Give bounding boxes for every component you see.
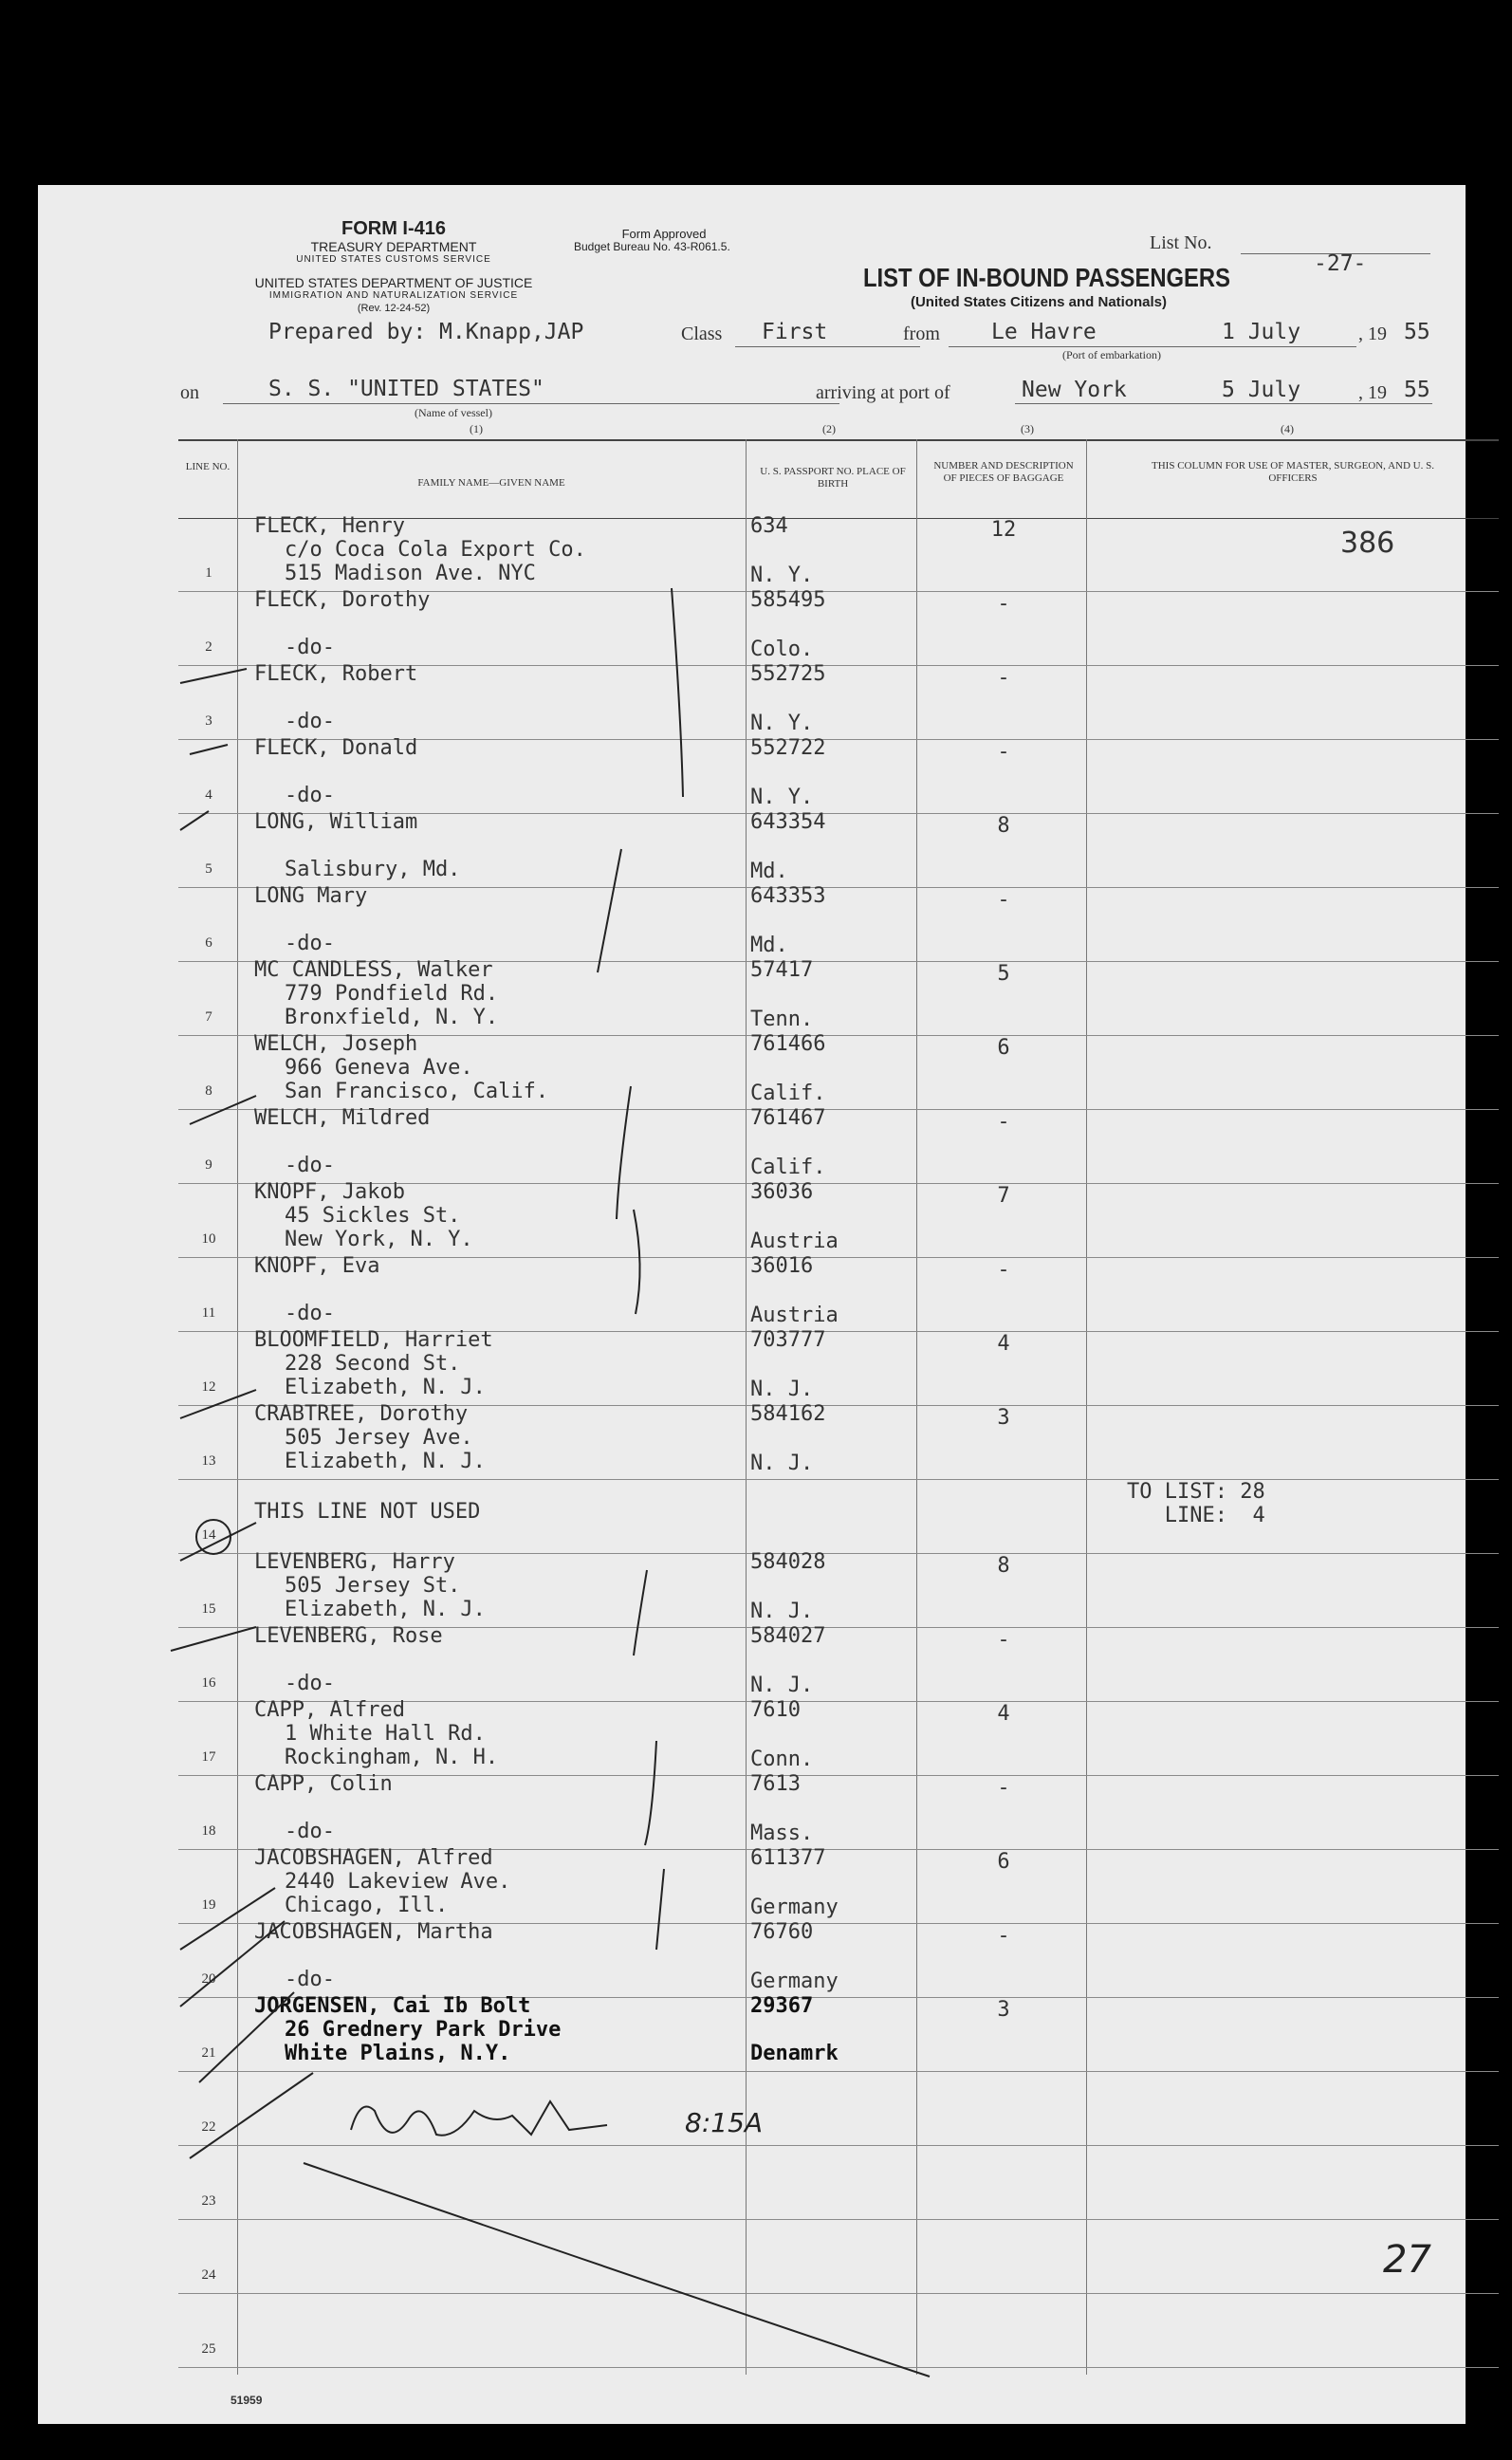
passenger-name: LEVENBERG, Rose [254, 1624, 443, 1648]
baggage-count: 4 [997, 1332, 1010, 1356]
passenger-address: -do- [285, 1302, 335, 1325]
place-of-birth: Calif. [750, 1082, 826, 1105]
line-number: 10 [201, 1231, 216, 1247]
line-number: 25 [201, 2341, 216, 2357]
passenger-address: -do- [285, 1968, 335, 1991]
line-number: 11 [201, 1305, 216, 1321]
col-header-line: LINE NO. [185, 461, 230, 472]
passport-number: 36016 [750, 1254, 814, 1278]
place-of-birth: N. Y. [750, 712, 814, 735]
passport-number: 57417 [750, 958, 814, 982]
from-label: from [903, 324, 940, 344]
place-of-birth: Calif. [750, 1156, 826, 1179]
line-number: 17 [201, 1749, 216, 1765]
passenger-name: MC CANDLESS, Walker [254, 958, 493, 982]
year-prefix: , 19 [1358, 324, 1387, 344]
passenger-address: Chicago, Ill. [285, 1894, 449, 1917]
passenger-address: Elizabeth, N. J. [285, 1598, 486, 1621]
passenger-address: -do- [285, 784, 335, 807]
col-num-2: (2) [822, 422, 836, 435]
place-of-birth: Md. [750, 860, 788, 883]
place-of-birth: Tenn. [750, 1008, 814, 1031]
line-number: 18 [201, 1823, 216, 1839]
line-number: 3 [205, 713, 212, 729]
passenger-name: LONG Mary [254, 884, 368, 908]
passport-number: 552722 [750, 736, 826, 760]
place-of-birth: Germany [750, 1970, 839, 1993]
passenger-name: KNOPF, Eva [254, 1254, 380, 1278]
revision: (Rev. 12-24-52) [357, 303, 431, 314]
baggage-count: - [997, 592, 1010, 616]
passenger-address: 966 Geneva Ave. [285, 1056, 473, 1080]
passenger-address: 505 Jersey Ave. [285, 1426, 473, 1450]
baggage-count: 7 [997, 1184, 1010, 1208]
col-header-name: FAMILY NAME—GIVEN NAME [417, 477, 565, 489]
line-number: 21 [201, 2045, 216, 2061]
passenger-address: Rockingham, N. H. [285, 1746, 499, 1769]
passenger-address: 1 White Hall Rd. [285, 1722, 486, 1746]
on-label: on [180, 382, 199, 403]
baggage-count: - [997, 1776, 1010, 1800]
baggage-count: 3 [997, 1998, 1010, 2022]
passenger-address: -do- [285, 932, 335, 955]
place-of-birth: Colo. [750, 638, 814, 661]
col-num-3: (3) [1021, 422, 1034, 435]
baggage-count: - [997, 1628, 1010, 1652]
passenger-address: -do- [285, 1154, 335, 1177]
list-label: List No. [1150, 232, 1212, 253]
place-of-birth: Austria [750, 1304, 839, 1327]
passenger-name: WELCH, Joseph [254, 1032, 418, 1056]
passport-number: 703777 [750, 1328, 826, 1352]
passenger-address: 45 Sickles St. [285, 1204, 461, 1228]
baggage-count: - [997, 1924, 1010, 1948]
passenger-address: THIS LINE NOT USED [254, 1500, 481, 1524]
place-of-birth: Md. [750, 934, 788, 957]
place-of-birth: Denamrk [750, 2042, 839, 2065]
passport-number: 643353 [750, 884, 826, 908]
line-number: 6 [205, 935, 212, 951]
line-number: 19 [201, 1897, 216, 1913]
arriving-label: arriving at port of [816, 382, 950, 403]
baggage-count: - [997, 888, 1010, 912]
passenger-name: LONG, William [254, 810, 418, 834]
baggage-count: 6 [997, 1850, 1010, 1874]
baggage-count: - [997, 1110, 1010, 1134]
passenger-address: 515 Madison Ave. NYC [285, 562, 536, 585]
place-of-birth: N. Y. [750, 786, 814, 809]
place-of-birth: Mass. [750, 1822, 814, 1845]
passenger-address: Elizabeth, N. J. [285, 1450, 486, 1473]
line-number: 1 [205, 565, 212, 581]
passport-number: 584028 [750, 1550, 826, 1574]
page-number-handwritten: 27 [1383, 2238, 1431, 2282]
passenger-name: FLECK, Henry [254, 514, 405, 538]
passport-number: 634 [750, 514, 788, 538]
embarkation-date: 1 July [1222, 320, 1301, 344]
passenger-address: 2440 Lakeview Ave. [285, 1870, 511, 1894]
col-header-passport: U. S. PASSPORT NO. PLACE OF BIRTH [760, 466, 906, 490]
col-header-baggage: NUMBER AND DESCRIPTION OF PIECES OF BAGGAGE [933, 460, 1074, 484]
place-of-birth: N. J. [750, 1452, 814, 1475]
line-number: 2 [205, 639, 212, 655]
officer-note: 386 [1340, 527, 1395, 560]
baggage-count: 6 [997, 1036, 1010, 1060]
line-number: 24 [201, 2267, 216, 2283]
form-approved: Form Approved [621, 227, 707, 241]
passport-number: 7610 [750, 1698, 801, 1722]
place-of-birth: Austria [750, 1230, 839, 1253]
handwriting-marks [38, 185, 1466, 2424]
form-number: FORM I-416 [341, 218, 447, 239]
vessel-caption: (Name of vessel) [415, 406, 492, 419]
passenger-address: -do- [285, 1672, 335, 1695]
officer-note: TO LIST: 28 LINE: 4 [1127, 1480, 1265, 1527]
baggage-count: - [997, 1258, 1010, 1282]
line-number: 13 [201, 1453, 216, 1469]
passenger-address: Bronxfield, N. Y. [285, 1006, 499, 1029]
passenger-name: JACOBSHAGEN, Martha [254, 1920, 493, 1944]
col-num-1: (1) [470, 422, 483, 435]
passenger-name: WELCH, Mildred [254, 1106, 431, 1130]
passenger-name: CAPP, Colin [254, 1772, 393, 1796]
passenger-name: FLECK, Donald [254, 736, 418, 760]
passport-number: 761466 [750, 1032, 826, 1056]
arrival-year: 55 [1404, 378, 1430, 402]
baggage-count: 5 [997, 962, 1010, 986]
baggage-count: 3 [997, 1406, 1010, 1430]
passenger-address: -do- [285, 636, 335, 659]
list-number: -27- [1314, 251, 1367, 276]
passenger-address: -do- [285, 1820, 335, 1843]
line-number: 23 [201, 2193, 216, 2209]
year-prefix-2: , 19 [1358, 382, 1387, 403]
col-header-officers: THIS COLUMN FOR USE OF MASTER, SURGEON, AND U. S. OFFICERS [1152, 460, 1434, 484]
line-number: 12 [201, 1379, 216, 1395]
line-number: 15 [201, 1601, 216, 1617]
place-of-birth: N. J. [750, 1378, 814, 1401]
col-num-4: (4) [1281, 422, 1294, 435]
passport-number: 36036 [750, 1180, 814, 1204]
form-title: LIST OF IN-BOUND PASSENGERS [863, 263, 1231, 292]
passport-number: 761467 [750, 1106, 826, 1130]
passport-number: 552725 [750, 662, 826, 686]
prepared-by: Prepared by: M.Knapp,JAP [268, 320, 584, 344]
baggage-count: 4 [997, 1702, 1010, 1726]
signature-time: 8:15A [685, 2107, 764, 2138]
passport-number: 29367 [750, 1994, 814, 2018]
line-number: 14 [201, 1527, 216, 1543]
passenger-name: CAPP, Alfred [254, 1698, 405, 1722]
passenger-name: JORGENSEN, Cai Ib Bolt [254, 1994, 531, 2018]
line-number: 16 [201, 1675, 216, 1691]
place-of-birth: N. J. [750, 1600, 814, 1623]
baggage-count: - [997, 666, 1010, 690]
line-number: 22 [201, 2119, 216, 2135]
dept-name: TREASURY DEPARTMENT [310, 239, 477, 254]
baggage-count: 12 [990, 518, 1017, 542]
line-number: 4 [205, 787, 212, 803]
passport-number: 584027 [750, 1624, 826, 1648]
line-14-circle [196, 1520, 230, 1554]
passenger-address: c/o Coca Cola Export Co. [285, 538, 586, 562]
passenger-name: FLECK, Robert [254, 662, 418, 686]
place-of-birth: N. Y. [750, 564, 814, 587]
baggage-count: - [997, 740, 1010, 764]
baggage-count: 8 [997, 1554, 1010, 1578]
service2-name: IMMIGRATION AND NATURALIZATION SERVICE [268, 290, 519, 301]
port-caption: (Port of embarkation) [1062, 348, 1161, 361]
line-number: 8 [205, 1083, 212, 1099]
class-label: Class [681, 324, 723, 344]
dept2-name: UNITED STATES DEPARTMENT OF JUSTICE [254, 275, 533, 290]
baggage-count: 8 [997, 814, 1010, 838]
passenger-address: 26 Grednery Park Drive [285, 2018, 562, 2042]
print-number: 51959 [230, 2394, 263, 2407]
passenger-name: BLOOMFIELD, Harriet [254, 1328, 493, 1352]
passenger-address: 779 Pondfield Rd. [285, 982, 499, 1006]
passport-number: 7613 [750, 1772, 801, 1796]
passport-number: 643354 [750, 810, 826, 834]
place-of-birth: Germany [750, 1896, 839, 1919]
vessel-name: S. S. "UNITED STATES" [268, 377, 544, 401]
passenger-address: Elizabeth, N. J. [285, 1376, 486, 1399]
class-value: First [762, 320, 828, 344]
embarkation-year: 55 [1404, 320, 1430, 344]
passenger-name: KNOPF, Jakob [254, 1180, 405, 1204]
place-of-birth: Conn. [750, 1748, 814, 1771]
passenger-address: New York, N. Y. [285, 1228, 473, 1251]
arrival-port: New York [1022, 378, 1127, 402]
line-number: 7 [205, 1009, 212, 1025]
budget-bureau: Budget Bureau No. 43-R061.5. [574, 240, 730, 253]
form-subtitle: (United States Citizens and Nationals) [910, 294, 1168, 310]
passenger-address: 505 Jersey St. [285, 1574, 461, 1598]
passenger-name: FLECK, Dorothy [254, 588, 431, 612]
passport-number: 611377 [750, 1846, 826, 1870]
passenger-address: -do- [285, 710, 335, 733]
passenger-name: LEVENBERG, Harry [254, 1550, 455, 1574]
place-of-birth: N. J. [750, 1674, 814, 1697]
passenger-name: CRABTREE, Dorothy [254, 1402, 469, 1426]
passenger-address: White Plains, N.Y. [285, 2042, 511, 2065]
arrival-date: 5 July [1222, 378, 1301, 402]
passenger-address: San Francisco, Calif. [285, 1080, 549, 1103]
line-number: 9 [205, 1157, 212, 1173]
passenger-address: 228 Second St. [285, 1352, 461, 1376]
passenger-name: JACOBSHAGEN, Alfred [254, 1846, 493, 1870]
passport-number: 585495 [750, 588, 826, 612]
embarkation-port: Le Havre [991, 320, 1097, 344]
passport-number: 76760 [750, 1920, 814, 1944]
form-page [38, 185, 1466, 2424]
service-name: UNITED STATES CUSTOMS SERVICE [296, 254, 491, 265]
passport-number: 584162 [750, 1402, 826, 1426]
passenger-address: Salisbury, Md. [285, 858, 461, 881]
line-number: 5 [205, 861, 212, 877]
line-number: 20 [201, 1971, 216, 1987]
